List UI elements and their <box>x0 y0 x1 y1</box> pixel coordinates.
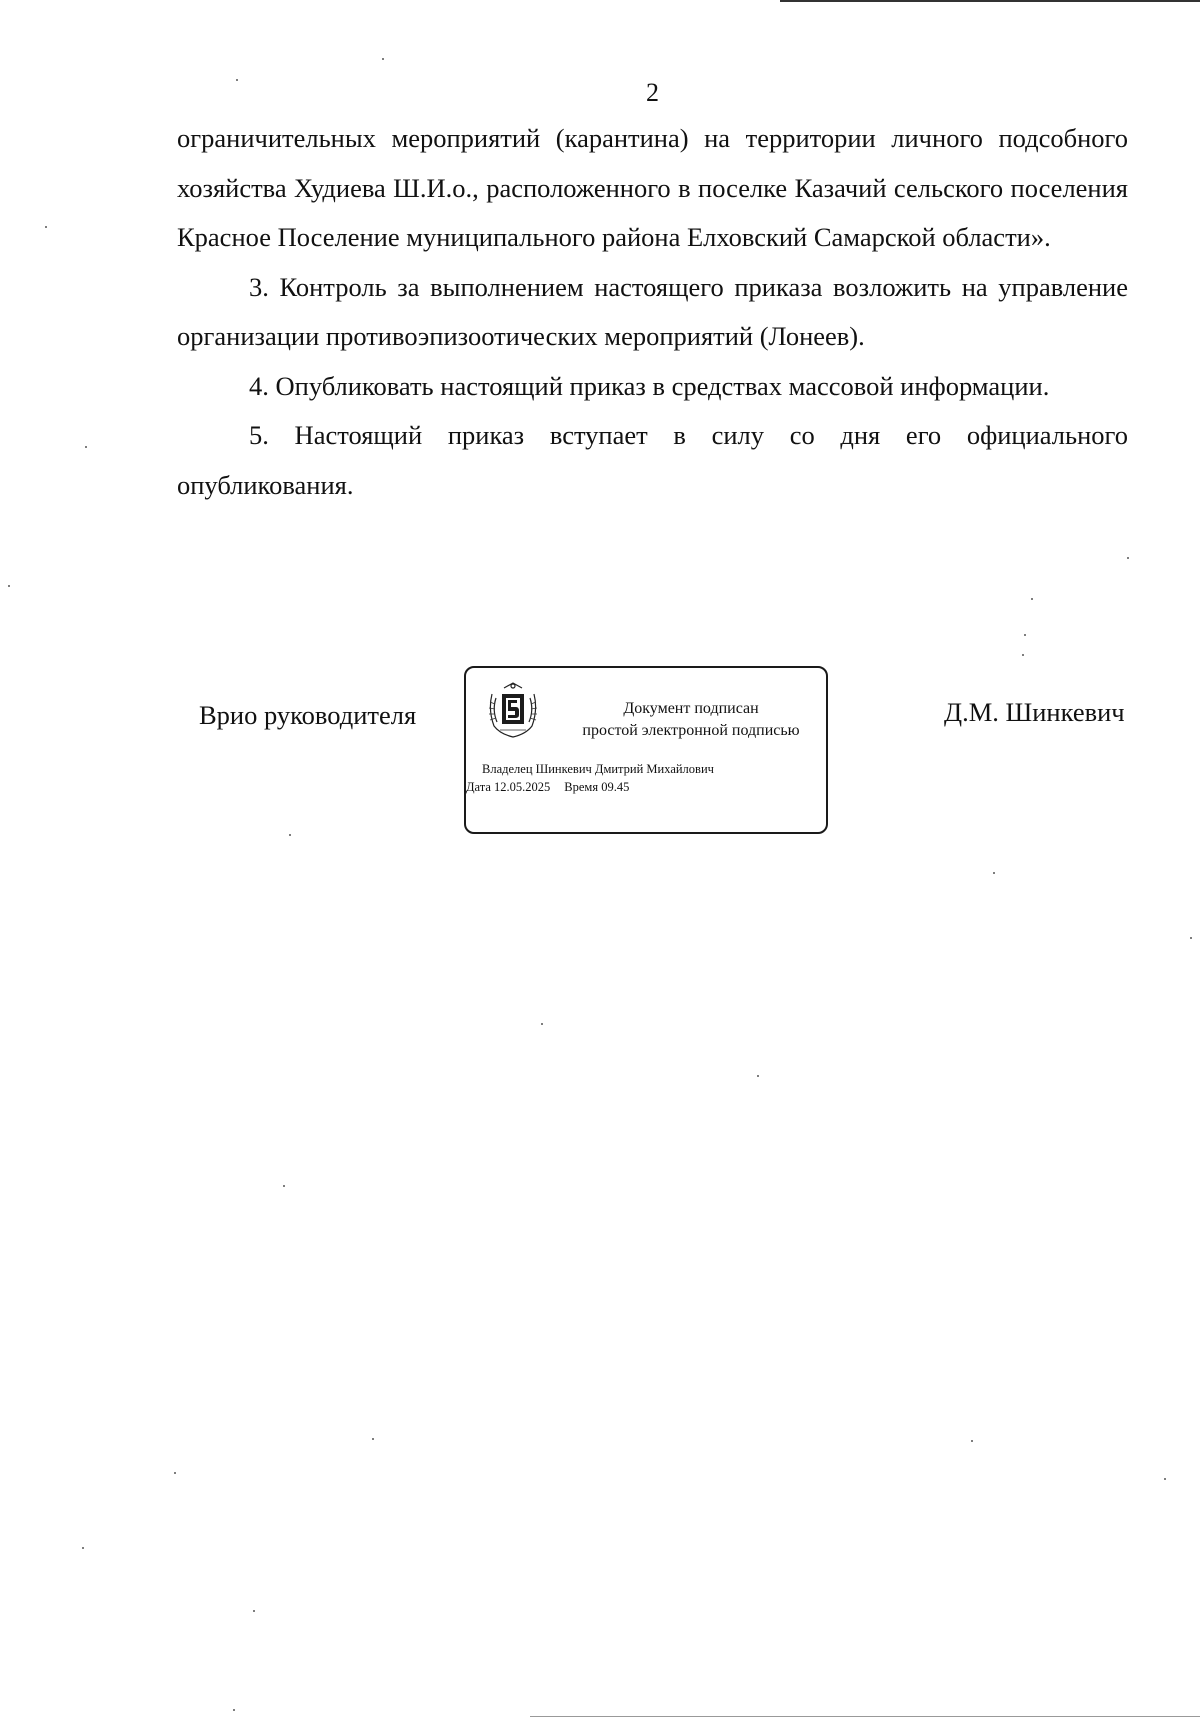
scan-speck <box>253 1610 255 1612</box>
document-body <box>177 114 1128 510</box>
scan-speck <box>971 1440 973 1442</box>
coat-of-arms-emblem-icon <box>486 680 540 740</box>
paragraph-item-4: 4. Опубликовать настоящий приказ в средствах массовой информации. <box>249 370 1050 401</box>
paragraph-item-5: 5. Настоящий приказ вступает в силу со дня его официального опубликования. <box>177 420 1128 500</box>
scan-speck <box>233 1709 235 1711</box>
signatory-role: Врио руководителя <box>199 700 417 730</box>
scan-speck <box>289 834 291 836</box>
page-number: 2 <box>646 78 659 107</box>
paragraph-item-3: 3. Контроль за выполнением настоящего приказа возложить на управление организации противоэпизоотических мероприятий (Лонеев). <box>177 271 1128 351</box>
stamp-title-line-1: Документ подписан <box>623 700 759 717</box>
scan-speck <box>372 1438 374 1440</box>
stamp-time: Время 09.45 <box>564 780 630 794</box>
scan-speck <box>236 79 238 81</box>
signatory-name: Д.М. Шинкевич <box>944 697 1125 727</box>
scan-speck <box>82 1547 84 1549</box>
scan-speck <box>1190 937 1192 939</box>
scan-speck <box>382 58 384 60</box>
stamp-owner: Владелец Шинкевич Дмитрий Михайлович <box>482 762 714 776</box>
paragraph-continuation: ограничительных мероприятий (карантина) на территории личного подсобного хозяйства Худиева Ш.И.о., расположенного в поселке Казачий сельского поселения Красное Поселение муниципального района Елховский Самарской области». <box>177 123 1128 252</box>
scan-speck <box>1022 654 1024 656</box>
scan-speck <box>1127 557 1129 559</box>
scan-speck <box>8 585 10 587</box>
scan-speck <box>993 872 995 874</box>
scan-speck <box>283 1185 285 1187</box>
scan-speck <box>757 1075 759 1077</box>
scan-speck <box>45 226 47 228</box>
scan-speck <box>541 1023 543 1025</box>
scan-speck <box>1031 598 1033 600</box>
stamp-date: Дата 12.05.2025 <box>466 780 551 794</box>
scan-edge-line <box>780 0 1200 2</box>
stamp-date-time <box>466 780 629 795</box>
electronic-signature-stamp <box>464 666 828 834</box>
scan-speck <box>85 446 87 448</box>
scan-speck <box>174 1472 176 1474</box>
stamp-title <box>546 698 836 742</box>
scan-speck <box>1024 634 1026 636</box>
stamp-title-line-2: простой электронной подписью <box>582 722 800 739</box>
scan-speck <box>1164 1478 1166 1480</box>
scan-edge-line <box>530 1716 1200 1717</box>
